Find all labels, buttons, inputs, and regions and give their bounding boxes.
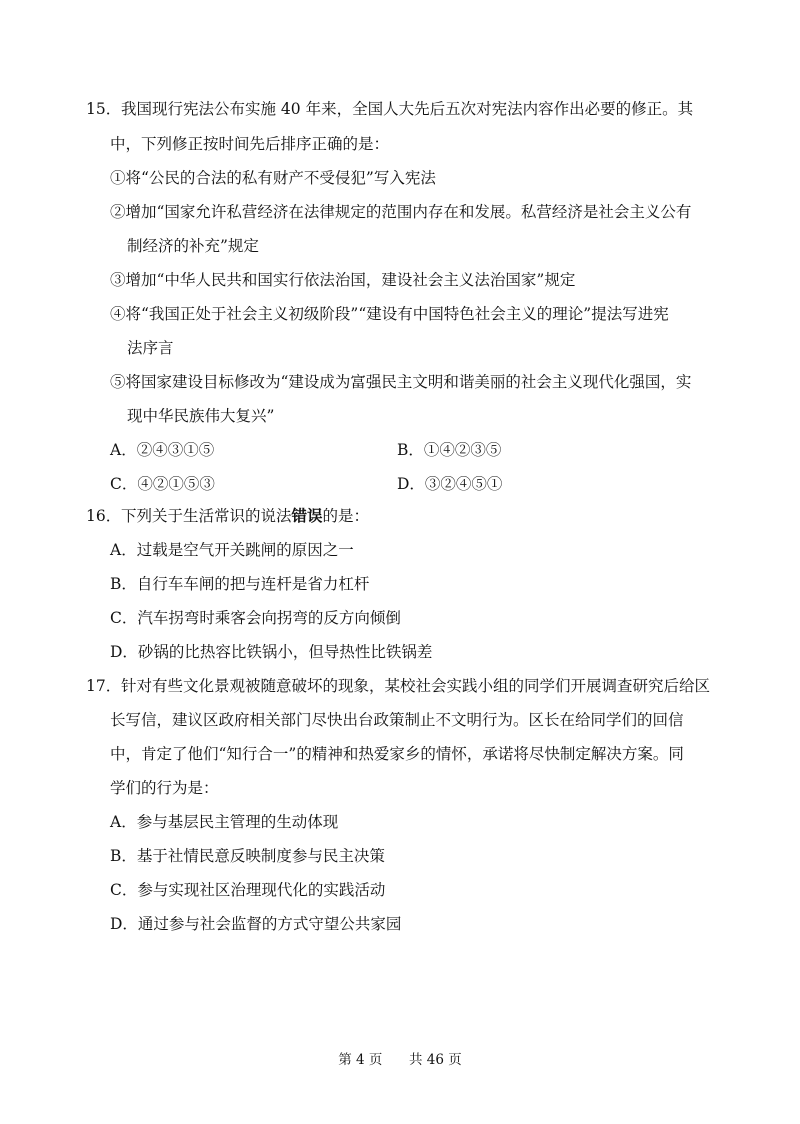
question-15-option-c: C．④②①⑤③ (110, 475, 215, 493)
question-17-option-d: D．通过参与社会监督的方式守望公共家园 (110, 915, 402, 933)
question-15-item-4-line-2: 法序言 (127, 339, 174, 357)
question-15-item-3: ③增加“中华人民共和国实行依法治国，建设社会主义法治国家”规定 (110, 271, 576, 289)
question-16-stem-prefix: 下列关于生活常识的说法 (121, 507, 292, 525)
question-16-stem (121, 505, 369, 527)
question-17-stem-line-1: 针对有些文化景观被随意破坏的现象，某校社会实践小组的同学们开展调查研究后给区 (121, 677, 711, 695)
question-17-option-a: A．参与基层民主管理的生动体现 (110, 813, 339, 831)
question-17-stem-line-2: 长写信，建议区政府相关部门尽快出台政策制止不文明行为。区长在给同学们的回信 (110, 711, 684, 729)
question-16-option-b: B．自行车车闸的把与连杆是省力杠杆 (110, 575, 370, 593)
question-17-stem-line-3: 中，肯定了他们“知行合一”的精神和热爱家乡的情怀，承诺将尽快制定解决方案。同 (110, 745, 684, 763)
question-17-stem-line-4: 学们的行为是： (110, 779, 219, 797)
question-15-option-a: A．②④③①⑤ (110, 441, 215, 459)
page-footer (0, 1050, 800, 1070)
question-15-item-2-line-2: 制经济的补充”规定 (127, 237, 259, 255)
question-15-stem-line-1: 我国现行宪法公布实施 40 年来，全国人大先后五次对宪法内容作出必要的修正。其 (121, 100, 694, 118)
footer-page-number: 第 4 页 (338, 1052, 383, 1068)
question-16-option-d: D．砂锅的比热容比铁锅小，但导热性比铁锅差 (110, 643, 433, 661)
question-17-number: 17． (86, 677, 122, 695)
question-15-option-d: D．③②④⑤① (397, 475, 503, 493)
footer-total-pages: 共 46 页 (409, 1052, 462, 1068)
question-16-option-c: C．汽车拐弯时乘客会向拐弯的反方向倾倒 (110, 609, 401, 627)
question-15-item-1: ①将“公民的合法的私有财产不受侵犯”写入宪法 (110, 169, 436, 187)
question-15-option-b: B．①④②③⑤ (397, 441, 502, 459)
question-16-option-a: A．过载是空气开关跳闸的原因之一 (110, 541, 354, 559)
question-16-stem-suffix: 的是： (322, 507, 370, 525)
question-15-item-4-line-1: ④将“我国正处于社会主义初级阶段”“建设有中国特色社会主义的理论”提法写进宪 (110, 305, 669, 323)
question-15-item-2-line-1: ②增加“国家允许私营经济在法律规定的范围内存在和发展。私营经济是社会主义公有 (110, 203, 692, 221)
question-15-stem-line-2: 中，下列修正按时间先后排序正确的是： (110, 135, 390, 153)
question-16-number: 16． (86, 507, 122, 525)
question-17-option-c: C．参与实现社区治理现代化的实践活动 (110, 881, 386, 899)
question-15-item-5-line-1: ⑤将国家建设目标修改为“建设成为富强民主文明和谐美丽的社会主义现代化强国，实 (110, 373, 692, 391)
question-15-number: 15． (86, 100, 122, 118)
question-15-item-5-line-2: 现中华民族伟大复兴” (127, 407, 275, 425)
question-17-option-b: B．基于社情民意反映制度参与民主决策 (110, 847, 385, 865)
question-16-stem-emphasis: 错误 (291, 506, 323, 525)
